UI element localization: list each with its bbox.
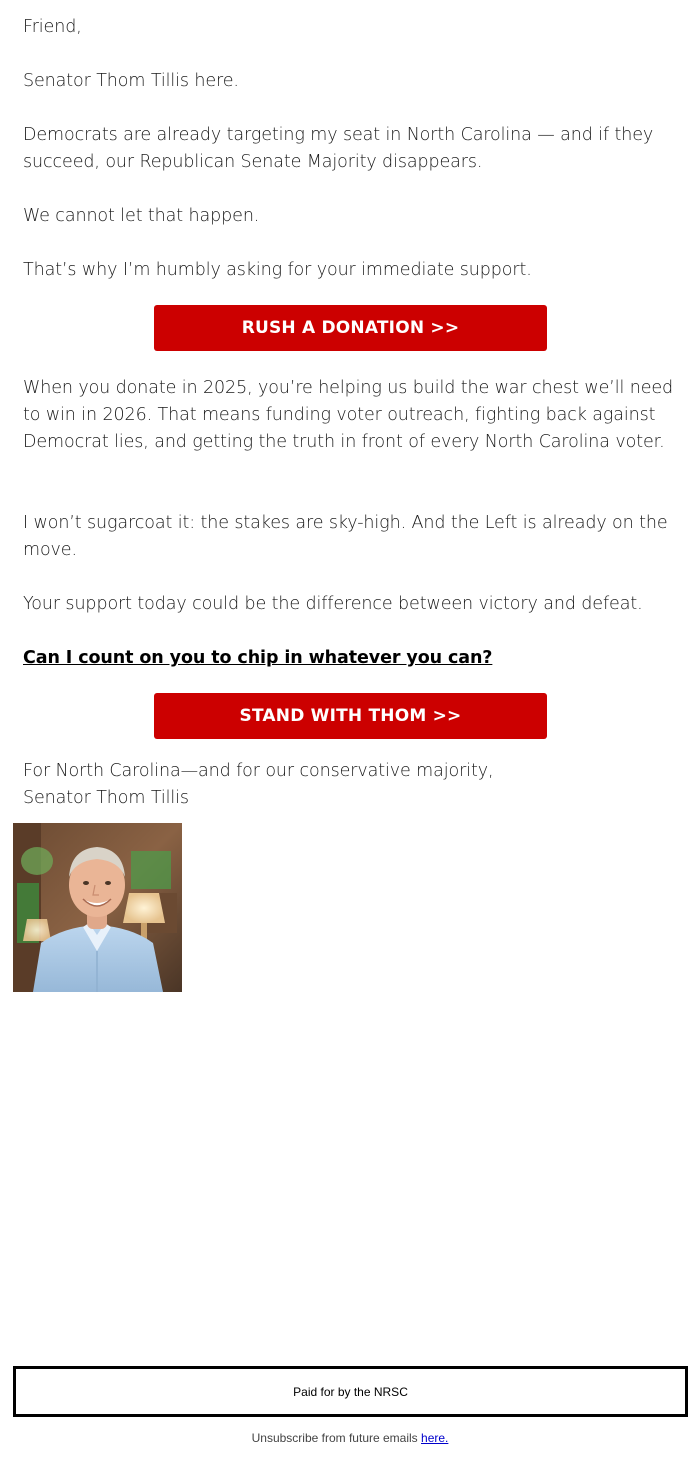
- unsubscribe-line: [0, 1431, 700, 1445]
- signoff-line: For North Carolina—and for our conservative majority,: [23, 761, 494, 781]
- paragraph-difference: Your support today could be the difference between victory and defeat.: [23, 594, 643, 614]
- rush-donation-button[interactable]: RUSH A DONATION >>: [154, 305, 547, 351]
- paid-for-disclaimer: [13, 1366, 688, 1417]
- paragraph-cannot: We cannot let that happen.: [23, 206, 260, 226]
- paragraph-donate-2025: When you donate in 2025, you’re helping us build the war chest we’ll need to win in 2026. That means funding voter outreach, fighting back against Democrat lies, and getting the truth in front of every North Carolina voter.: [23, 378, 674, 452]
- disclaimer-text: Paid for by the NRSC: [293, 1384, 408, 1399]
- paragraph-ask: That’s why I’m humbly asking for your immediate support.: [23, 260, 532, 280]
- senator-portrait-image: [13, 823, 182, 992]
- signature-name: Senator Thom Tillis: [23, 788, 189, 808]
- paragraph-threat: Democrats are already targeting my seat in North Carolina — and if they succeed, our Republican Senate Majority disappears.: [23, 125, 654, 172]
- unsubscribe-link[interactable]: here.: [421, 1431, 449, 1445]
- paragraph-stakes: I won’t sugarcoat it: the stakes are sky-high. And the Left is already on the move.: [23, 513, 668, 560]
- paragraph-intro: Senator Thom Tillis here.: [23, 71, 239, 91]
- greeting: Friend,: [23, 17, 82, 37]
- chip-in-link[interactable]: Can I count on you to chip in whatever you can?: [23, 648, 493, 668]
- stand-with-thom-button[interactable]: STAND WITH THOM >>: [154, 693, 547, 739]
- unsubscribe-text: Unsubscribe from future emails: [251, 1431, 422, 1445]
